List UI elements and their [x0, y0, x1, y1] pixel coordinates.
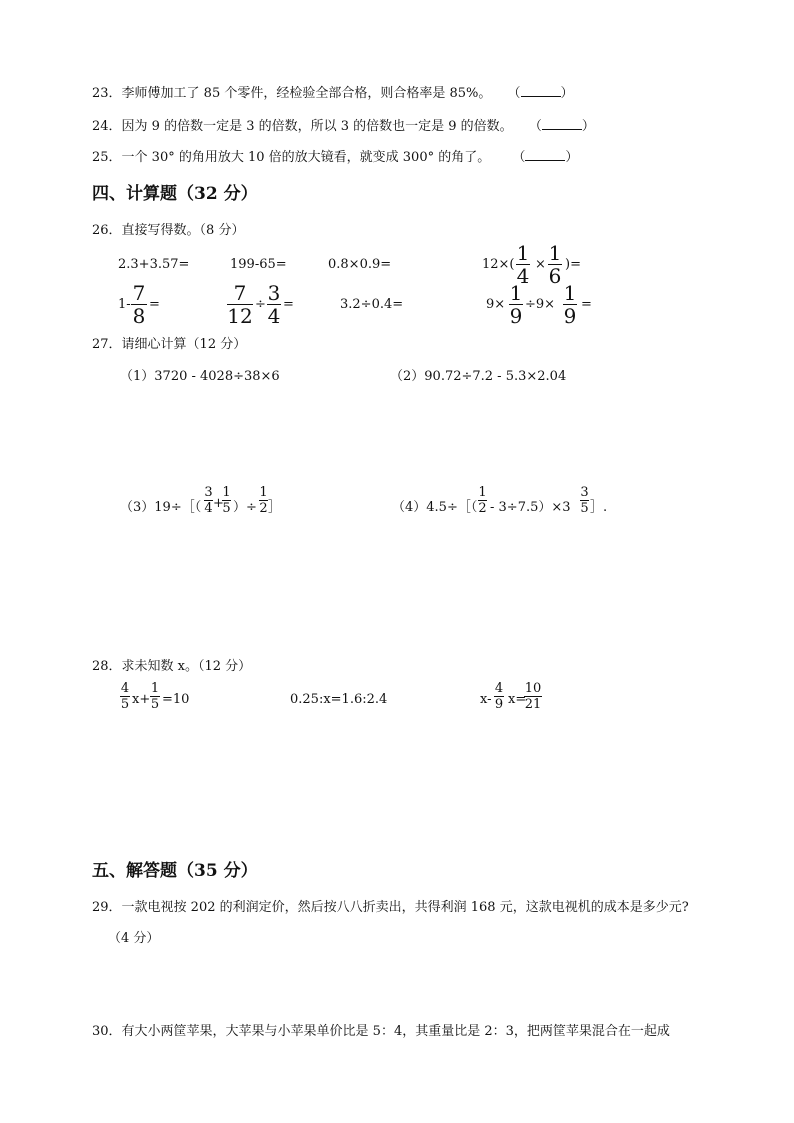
- calc-27-4-prefix: （4）4.5÷［（: [392, 500, 478, 515]
- question-28-title: 28．求未知数 x。（12 分）: [92, 659, 252, 674]
- question-26-title: 26．直接写得数。（8 分）: [92, 223, 245, 238]
- calc-26-d-prefix: 12×(: [482, 257, 515, 272]
- equation-28-3-frac1: 4 9: [494, 681, 504, 712]
- calc-27-3-plus: +: [213, 496, 224, 511]
- calc-26-f-frac2: 3 4: [267, 281, 281, 328]
- question-25-text: 25．一个 30° 的角用放大 10 倍的放大镜看，就变成 300° 的角了。: [92, 150, 491, 165]
- calc-26-h-frac2: 1 9: [563, 281, 577, 328]
- calc-27-3-frac2: 1 5: [222, 485, 231, 516]
- calc-27-3-suffix: ］: [268, 500, 282, 515]
- calc-27-3-frac1: 3 4: [204, 485, 213, 516]
- answer-paren-24: （ ）: [528, 119, 595, 134]
- calc-26-b: 199-65=: [230, 257, 287, 272]
- calc-26-f-frac1: 7 12: [227, 281, 253, 328]
- answer-blank-25[interactable]: [525, 149, 565, 161]
- calc-26-d-times: ×: [535, 257, 546, 272]
- question-24-text: 24．因为 9 的倍数一定是 3 的倍数，所以 3 的倍数也一定是 9 的倍数。: [92, 119, 513, 134]
- question-29-text: 29．一款电视按 202 的利润定价，然后按八八折卖出，共得利润 168 元，这款电视机的成本是多少元?: [92, 900, 689, 915]
- calc-26-c: 0.8×0.9=: [328, 257, 392, 272]
- calc-26-d-frac2: 1 6: [548, 241, 562, 288]
- calc-26-e-frac: 7 8: [132, 281, 146, 328]
- equation-28-2: 0.25:x=1.6:2.4: [290, 692, 388, 707]
- question-23: [92, 82, 574, 101]
- calc-26-e-prefix: 1-: [118, 297, 131, 312]
- question-23-text: 23．李师傅加工了 85 个零件，经检验全部合格，则合格率是 85%。: [92, 86, 492, 101]
- equation-28-3-frac2: 10 21: [524, 681, 542, 712]
- question-24: [92, 115, 595, 134]
- calc-27-4-frac1: 1 2: [478, 485, 487, 516]
- question-27-title: 27．请细心计算（12 分）: [92, 337, 247, 352]
- equation-28-3-prefix: x-: [480, 692, 492, 707]
- section-5-title: 五、解答题（35 分）: [92, 861, 258, 881]
- calc-27-2: （2）90.72÷7.2 - 5.3×2.04: [390, 369, 567, 384]
- calc-27-4-suffix: ］.: [590, 500, 608, 515]
- calc-26-d-suffix: )=: [565, 257, 581, 272]
- answer-paren-23: （ ）: [507, 86, 574, 101]
- equation-28-3-mid: x=: [508, 692, 527, 707]
- calc-26-f-suffix: =: [283, 297, 294, 312]
- calc-26-h-frac1: 1 9: [509, 281, 523, 328]
- equation-28-1-frac1: 4 5: [120, 681, 130, 712]
- equation-28-1-mid: x+: [132, 692, 151, 707]
- calc-26-e-suffix: =: [149, 297, 160, 312]
- calc-26-h-a: 9×: [486, 297, 506, 312]
- calc-27-3-mid: ）÷: [233, 500, 257, 515]
- question-29-score: （4 分）: [108, 931, 160, 946]
- calc-26-g: 3.2÷0.4=: [340, 297, 404, 312]
- equation-28-1-suffix: =10: [162, 692, 190, 707]
- answer-paren-25: （ ）: [512, 150, 579, 165]
- calc-27-4-frac2: 3 5: [580, 485, 589, 516]
- equation-28-1-frac2: 1 5: [150, 681, 160, 712]
- calc-26-d-frac1: 1 4: [516, 241, 530, 288]
- calc-27-1: （1）3720 - 4028÷38×6: [120, 369, 280, 384]
- calc-27-4-mid: - 3÷7.5）×3: [490, 500, 571, 515]
- calc-27-3-prefix: （3）19÷［（: [120, 500, 202, 515]
- calc-27-3-frac3: 1 2: [259, 485, 268, 516]
- calc-26-f-div: ÷: [255, 297, 266, 312]
- answer-blank-24[interactable]: [542, 118, 582, 130]
- section-4-title: 四、计算题（32 分）: [92, 184, 258, 204]
- question-25: [92, 146, 578, 165]
- answer-blank-23[interactable]: [521, 85, 561, 97]
- calc-26-h-suffix: =: [581, 297, 592, 312]
- question-30-text: 30．有大小两筐苹果，大苹果与小苹果单价比是 5：4，其重量比是 2：3，把两筐苹果混合在一起成: [92, 1024, 670, 1039]
- calc-26-a: 2.3+3.57=: [118, 257, 190, 272]
- calc-26-h-b: ÷9×: [525, 297, 556, 312]
